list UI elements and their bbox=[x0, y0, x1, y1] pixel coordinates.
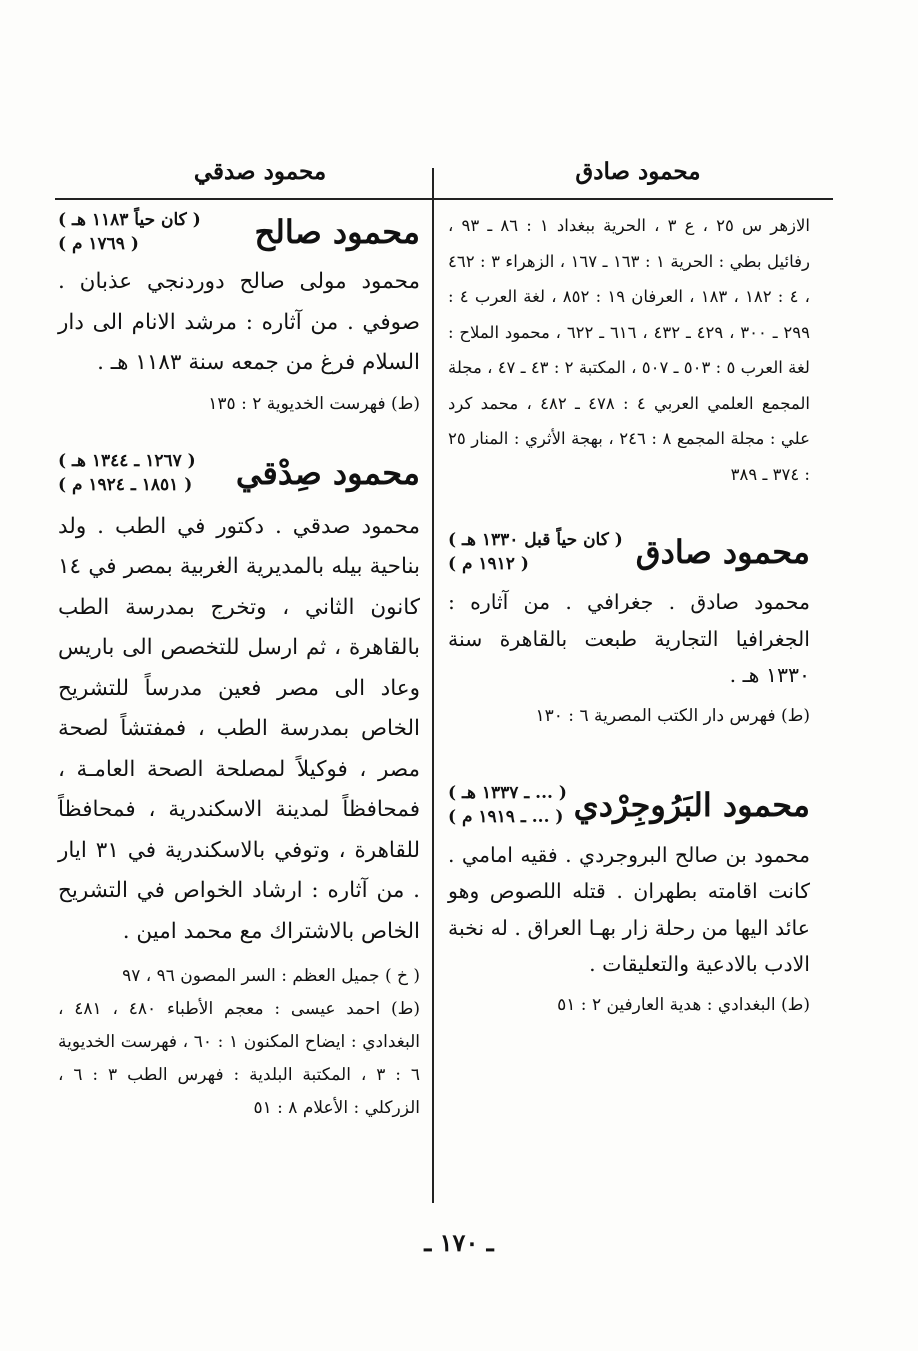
entry-reference: (ط) فهرست الخديوية ٢ : ١٣٥ bbox=[208, 393, 420, 414]
entry-dates bbox=[448, 528, 623, 576]
continued-references: الازهر س ٢٥ ، ع ٣ ، الحرية ببغداد ١ : ٨٦ ـ ٩٣ ، رفائيل بطي : الحرية ١ : ١٦٣ ـ ١٦٧ ، الزهراء ٣ : ٤٦٢ ، ٤ : ١٨٢ ، ١٨٣ ، العرفان ١٩ : ٨٥٢ ، لغة العرب ٤ : ٢٩٩ ـ ٣٠٠ ، ٤٢٩ ـ ٤٣٢ ، ٦١٦ ـ ٦٢٢ ، محمود الملاح : لغة العرب ٥ : ٥٠٣ ـ ٥٠٧ ، المكتبة ٢ : ٤٣ ـ ٤٧ ، مجلة المجمع العلمي العربي ٤ : ٤٧٨ ـ ٤٨٢ ، محمد كرد علي : مجلة المجمع ٨ : ٢٤٦ ، بهجة الأثري : المنار ٢٥ : ٣٧٤ ـ ٣٨٩ bbox=[448, 216, 811, 484]
entry-body: محمود صادق . جغرافي . من آثاره : الجغرافيا التجارية طبعت بالقاهرة سنة ١٣٣٠ هـ . bbox=[448, 590, 810, 687]
entry-reference: (ط) فهرس دار الكتب المصرية ٦ : ١٣٠ bbox=[535, 705, 810, 726]
entry-dates bbox=[58, 449, 196, 497]
entry-name: محمود البَرُوجِرْدي bbox=[573, 785, 810, 824]
entry-body: محمود مولى صالح دوردنجي عذبان . صوفي . من آثاره : مرشد الانام الى دار السلام فرغ من جمعه سنة ١١٨٣ هـ . bbox=[58, 269, 420, 375]
page-number: ـ ١٧٠ ـ bbox=[424, 1228, 494, 1257]
header-rule bbox=[55, 198, 833, 200]
running-header-left: محمود صدقي bbox=[193, 158, 327, 185]
left-column bbox=[58, 208, 420, 1125]
date-hijri: ( ١٢٦٧ ـ ١٣٤٤ هـ ) bbox=[58, 450, 196, 471]
entry-heading bbox=[58, 208, 420, 256]
date-gregorian: ( ١٨٥١ ـ ١٩٢٤ م ) bbox=[58, 474, 193, 495]
entry-heading bbox=[448, 528, 810, 576]
date-gregorian: ( ١٧٦٩ م ) bbox=[58, 234, 139, 254]
entry-dates bbox=[448, 781, 567, 829]
entry-mahmud-salih bbox=[58, 208, 420, 421]
entry-mahmud-borujerdi bbox=[448, 781, 810, 1022]
date-gregorian: ( ... ـ ١٩١٩ م ) bbox=[448, 806, 564, 827]
right-column bbox=[448, 208, 810, 1022]
entry-heading bbox=[58, 449, 420, 497]
entry-heading bbox=[448, 781, 810, 829]
date-hijri: ( كان حياً قبل ١٣٣٠ هـ ) bbox=[448, 530, 623, 550]
entry-reference: ( خ ) جميل العظم : السر المصون ٩٦ ، ٩٧ bbox=[122, 966, 420, 986]
entry-mahmud-sidqi bbox=[58, 449, 420, 1126]
entry-dates bbox=[58, 208, 201, 256]
entry-name: محمود صِدْقي bbox=[235, 453, 420, 492]
date-hijri: ( كان حياً ١١٨٣ هـ ) bbox=[58, 210, 201, 230]
entry-reference: (ط) البغدادي : هدية العارفين ٢ : ٥١ bbox=[557, 994, 810, 1015]
entry-mahmud-sadiq bbox=[448, 528, 810, 733]
entry-reference: (ط) احمد عيسى : معجم الأطباء ٤٨٠ ، ٤٨١ ، البغدادي : ايضاح المكنون ١ : ٦٠ ، فهرست الخديوية ٦ : ٣ ، المكتبة البلدية : فهرس الطب ٣ : ٦ ، الزركلي : الأعلام ٨ : ٥١ bbox=[58, 999, 421, 1118]
entry-body: محمود صدقي . دكتور في الطب . ولد بناحية بيله بالمديرية الغربية بمصر في ١٤ كانون الثاني ، وتخرج بمدرسة الطب بالقاهرة ، ثم ارسل للتخصص الى باريس وعاد الى مصر فعين مدرساً للتشريح الخاص بمدرسة الطب ، فمفتشاً لصحة مصر ، فوكيلاً لمصلحة الصحة العامـة ، فمحافظاً لمدينة الاسكندرية ، فمحافظاً للقاهرة ، وتوفي بالاسكندرية في ٣١ ايار . من آثاره : ارشاد الخواص في التشريح الخاص بالاشتراك مع محمد امين . bbox=[58, 513, 421, 944]
entry-body: محمود بن صالح البروجردي . فقيه امامي . كانت اقامته بطهران . قتله اللصوص وهو عائد اليها من رحلة زار بهـا العراق . له نخبة الادب بالادعية والتعليقات . bbox=[448, 842, 810, 976]
date-hijri: ( ... ـ ١٣٣٧ هـ ) bbox=[448, 782, 567, 803]
entry-name: محمود صادق bbox=[635, 533, 810, 571]
date-gregorian: ( ١٩١٢ م ) bbox=[448, 554, 529, 574]
column-divider bbox=[432, 168, 434, 1203]
entry-name: محمود صالح bbox=[254, 213, 420, 251]
running-header-right: محمود صادق bbox=[575, 158, 701, 185]
